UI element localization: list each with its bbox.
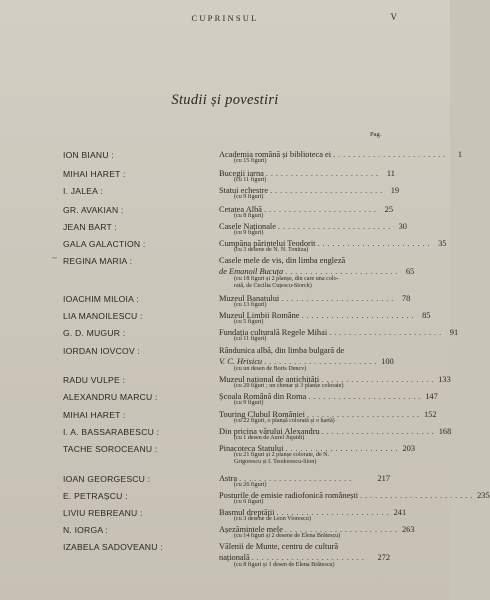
toc-note: (cu 26 figuri) bbox=[234, 482, 267, 488]
dot-leader: ....................... bbox=[321, 375, 437, 384]
toc-author: TACHE SOROCEANU : bbox=[63, 444, 158, 454]
toc-title: Casele Naționale bbox=[219, 222, 276, 231]
toc-author: ALEXANDRU MARCU : bbox=[63, 392, 158, 402]
toc-author: LIVIU REBREANU : bbox=[63, 508, 143, 518]
toc-page-number: 78 bbox=[401, 294, 411, 303]
toc-page-number: 35 bbox=[438, 239, 447, 248]
toc-title: Posturile de emisie radiofonică românești bbox=[219, 491, 359, 500]
toc-page-number: 11 bbox=[386, 169, 395, 178]
toc-title: Cumpăna părintelui Teodorit bbox=[219, 239, 316, 248]
toc-page-number: 85 bbox=[422, 311, 431, 320]
dot-leader: ....................... bbox=[317, 239, 433, 248]
toc-title-continued: V. C. Hrisicu bbox=[219, 357, 263, 366]
running-header-title: CUPRINSUL bbox=[191, 13, 259, 23]
toc-note: (cu 8 figuri și 1 desen de Elena Brătescu) bbox=[234, 562, 335, 568]
toc-note: (cu 13 figuri) bbox=[234, 302, 267, 308]
toc-author: E. PETRAȘCU : bbox=[63, 491, 128, 501]
toc-title: Rândunica albă, din limba bulgară de bbox=[219, 346, 345, 355]
dot-leader: ....................... bbox=[284, 525, 400, 534]
dot-leader: ....................... bbox=[251, 553, 367, 562]
toc-page-number: 217 bbox=[377, 474, 390, 483]
dot-leader: ....................... bbox=[264, 357, 380, 366]
running-header-page-number: V bbox=[390, 12, 397, 22]
toc-title: Pinacoteca Statului bbox=[219, 444, 284, 453]
dot-leader: ....................... bbox=[306, 410, 422, 419]
dot-leader: ....................... bbox=[333, 150, 449, 159]
dot-leader: ....................... bbox=[308, 392, 424, 401]
toc-note: (cu 20 figuri ; un chenar și 3 planșe colorate) bbox=[234, 383, 344, 389]
toc-title: Muzeul Banatului bbox=[219, 294, 280, 303]
toc-page-number: 91 bbox=[449, 328, 459, 337]
dot-leader: ....................... bbox=[321, 427, 437, 436]
toc-title: Touring Clubul României bbox=[219, 410, 305, 419]
toc-title: Casele mele de vis, din limba engleză bbox=[219, 256, 346, 265]
dot-leader: ....................... bbox=[265, 169, 381, 178]
toc-note: (cu 9 figuri) bbox=[234, 230, 264, 236]
toc-note: (cu 11 figuri) bbox=[234, 177, 267, 183]
toc-title: Bucegii iarna bbox=[219, 169, 264, 178]
dot-leader: ....................... bbox=[285, 444, 401, 453]
toc-author: GALA GALACTION : bbox=[63, 239, 146, 249]
dot-leader: ....................... bbox=[301, 311, 417, 320]
dot-leader: ....................... bbox=[264, 205, 380, 214]
toc-author: ION BIANU : bbox=[63, 150, 114, 160]
toc-note-continued: Grigorescu și I. Teodorescu-Sion) bbox=[234, 459, 317, 465]
toc-author: LIA MANOILESCU : bbox=[63, 311, 143, 321]
toc-note: (cu 11 figuri) bbox=[234, 336, 267, 342]
toc-author: RADU VULPE : bbox=[63, 375, 126, 385]
dot-leader: ....................... bbox=[329, 328, 445, 337]
toc-author: I. A. BASSARABESCU : bbox=[63, 427, 160, 437]
toc-page-number: 147 bbox=[425, 392, 438, 401]
toc-page-number: 25 bbox=[384, 205, 394, 214]
page-column-label: Pag. bbox=[370, 131, 382, 138]
toc-title: Școala Română din Roma bbox=[219, 392, 307, 401]
toc-title: Academia română și biblioteca ei bbox=[219, 150, 332, 159]
toc-note: (cu 6 figuri) bbox=[234, 499, 264, 505]
toc-title: Așezămintele mele bbox=[219, 525, 283, 534]
toc-note: (cu 14 figuri și 2 desene de Elena Brătescu) bbox=[234, 533, 341, 539]
toc-page-number: 30 bbox=[398, 222, 407, 231]
dot-leader: ....................... bbox=[276, 508, 392, 517]
dot-leader: ....................... bbox=[360, 491, 476, 500]
toc-page-number: 100 bbox=[381, 357, 394, 366]
toc-author: GR. AVAKIAN : bbox=[63, 205, 124, 215]
toc-title: Basmul dreptății bbox=[219, 508, 275, 517]
toc-note: (cu 3 desene de N. N. Tonitza) bbox=[234, 247, 309, 253]
toc-author: IOAN GEORGESCU : bbox=[63, 474, 151, 484]
toc-note: (cu 22 figuri, o planșă colorată și o hartă) bbox=[234, 418, 335, 424]
toc-author: MIHAI HARET : bbox=[63, 169, 126, 179]
dot-leader: ....................... bbox=[270, 186, 386, 195]
toc-note: (cu 9 figuri) bbox=[234, 400, 264, 406]
dot-leader: ....................... bbox=[281, 294, 397, 303]
toc-title: Cetatea Albă bbox=[219, 205, 263, 214]
toc-note: (cu 8 figuri) bbox=[234, 213, 264, 219]
toc-page-number: 235 bbox=[477, 491, 490, 500]
toc-title: Statui echestre bbox=[219, 186, 269, 195]
toc-page-number: 1 bbox=[457, 150, 463, 159]
toc-title: Muzeul Limbii Române bbox=[219, 311, 300, 320]
toc-note: (cu 5 figuri) bbox=[234, 319, 264, 325]
toc-page-number: 133 bbox=[438, 375, 451, 384]
toc-author: N. IORGA : bbox=[63, 525, 108, 535]
toc-note: (cu 9 figuri) bbox=[234, 194, 264, 200]
toc-author: I. JALEA : bbox=[63, 186, 103, 196]
toc-author: JEAN BART : bbox=[63, 222, 117, 232]
toc-page-number: 65 bbox=[405, 267, 415, 276]
toc-note: (cu 1 desen de Aurel Jiquidi) bbox=[234, 435, 305, 441]
toc-author: REGINA MARIA : bbox=[63, 256, 133, 266]
toc-page-number: 263 bbox=[401, 525, 415, 534]
toc-title: Vălenii de Munte, centru de cultură bbox=[219, 542, 339, 551]
toc-author: IORDAN IOVCOV : bbox=[63, 346, 141, 356]
dot-leader: ....................... bbox=[277, 222, 393, 231]
toc-page-number: 152 bbox=[423, 410, 437, 419]
toc-title: Astra bbox=[219, 474, 238, 483]
toc-note: (cu un desen de Boris Dencv) bbox=[234, 366, 307, 372]
toc-page-number: 168 bbox=[438, 427, 452, 436]
section-title: Studii și povestiri bbox=[171, 92, 279, 108]
toc-title: Muzeul național de antichități bbox=[219, 375, 320, 384]
toc-title: Din pricina vărului Alexandru bbox=[219, 427, 320, 436]
toc-author: IZABELA SADOVEANU : bbox=[63, 542, 163, 552]
toc-note: (cu 15 figuri) bbox=[234, 158, 267, 164]
margin-mark: ~ bbox=[52, 253, 57, 263]
toc-title: Fundația culturală Regele Mihai bbox=[219, 328, 328, 337]
dot-leader: ....................... bbox=[239, 474, 355, 483]
toc-page-number: 241 bbox=[393, 508, 407, 517]
toc-author: IOACHIM MILOIA : bbox=[63, 294, 139, 304]
toc-author: G. D. MUGUR : bbox=[63, 328, 126, 338]
toc-note-continued: rată, de Cecilia Cuțescu-Storck) bbox=[234, 283, 312, 289]
toc-page-number: 203 bbox=[402, 444, 415, 453]
toc-title-continued: de Emanoil Bucuța bbox=[219, 267, 284, 276]
toc-author: MIHAI HARET : bbox=[63, 410, 126, 420]
toc-note: (cu 3 desene de Leon Viorescu) bbox=[234, 516, 311, 522]
toc-title-continued: națională bbox=[219, 553, 250, 562]
toc-note: (cu 21 figuri și 2 planșe colorate, de N. bbox=[234, 452, 330, 458]
toc-note: (cu 18 figuri și 2 planșe, din care una colo- bbox=[234, 276, 339, 282]
toc-page-number: 272 bbox=[377, 553, 390, 562]
dot-leader: ....................... bbox=[285, 267, 401, 276]
toc-page-number: 19 bbox=[390, 186, 400, 195]
